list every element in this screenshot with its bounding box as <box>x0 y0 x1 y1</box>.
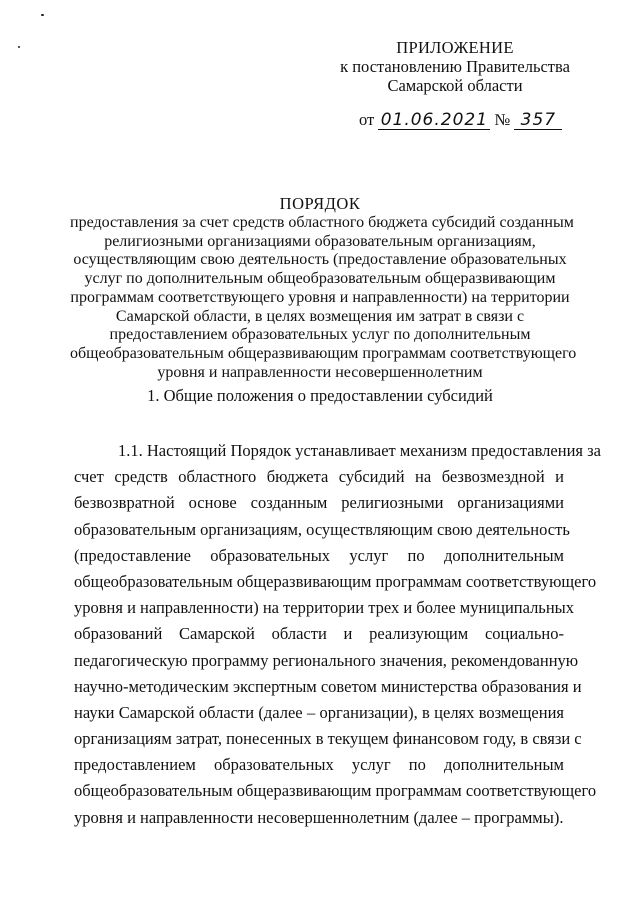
subtitle-line: религиозными организациями образовательным организациям, <box>104 232 536 250</box>
appendix-block <box>330 38 580 95</box>
subtitle-line: программам соответствующего уровня и направленности) на территории <box>70 288 570 306</box>
section-heading: 1. Общие положения о предоставлении субсидий <box>147 386 493 405</box>
paragraph-line: образовательным организациям, осуществляющим свою деятельность <box>74 519 570 539</box>
paragraph-line: (предоставление образовательных услуг по дополнительным <box>74 545 564 565</box>
paragraph-line: организациям затрат, понесенных в текущем финансовом году, в связи с <box>74 729 582 749</box>
decree-reference <box>359 110 562 130</box>
subtitle-line: услуг по дополнительным общеобразовательным общеразвивающим <box>84 270 556 288</box>
paragraph-1-1 <box>74 438 601 831</box>
appendix-title: ПРИЛОЖЕНИЕ <box>396 38 514 57</box>
paragraph-line: общеобразовательным общеразвивающим программам соответствующего <box>74 571 597 591</box>
paragraph-line: педагогическую программу регионального значения, рекомендованную <box>74 650 579 670</box>
subtitle-line: осуществляющим свою деятельность (предоставление образовательных <box>73 251 567 269</box>
subtitle-line: Самарской области, в целях возмещения им затрат в связи с <box>115 307 525 325</box>
paragraph-line: безвозвратной основе созданным религиозными организациями <box>74 493 564 513</box>
paragraph-line: 1.1. Настоящий Порядок устанавливает механизм предоставления за <box>118 441 601 460</box>
paragraph-line: науки Самарской области (далее – организации), в целях возмещения <box>74 702 564 722</box>
paragraph-line: уровня и направленности несовершеннолетним (далее – программы). <box>74 807 564 827</box>
decree-date: 01.06.2021 <box>378 112 490 130</box>
decree-from-label: от <box>359 110 375 129</box>
paragraph-line: общеобразовательным общеразвивающим программам соответствующего <box>74 781 597 801</box>
scan-speck <box>41 14 44 16</box>
decree-number: 357 <box>514 112 562 130</box>
appendix-line: Самарской области <box>387 76 523 95</box>
scan-speck <box>18 46 20 48</box>
subtitle-line: уровня и направленности несовершеннолетним <box>157 363 483 381</box>
subtitle-line: предоставления за счет средств областного бюджета субсидий созданным <box>70 214 574 231</box>
decree-number-label: № <box>494 110 511 129</box>
document-subtitle <box>70 214 577 382</box>
document-title: ПОРЯДОК <box>279 194 361 213</box>
appendix-line: к постановлению Правительства <box>340 57 570 76</box>
paragraph-line: образований Самарской области и реализующим социально- <box>74 624 564 644</box>
subtitle-line: общеобразовательным общеразвивающим программам соответствующего <box>70 344 577 362</box>
paragraph-line: научно-методическим экспертным советом министерства образования и <box>74 676 582 696</box>
subtitle-line: предоставлением образовательных услуг по дополнительным <box>109 326 531 344</box>
paragraph-line: счет средств областного бюджета субсидий на безвозмездной и <box>74 467 564 487</box>
paragraph-line: уровня и направленности) на территории трех и более муниципальных <box>74 598 575 618</box>
paragraph-line: предоставлением образовательных услуг по дополнительным <box>74 755 564 775</box>
